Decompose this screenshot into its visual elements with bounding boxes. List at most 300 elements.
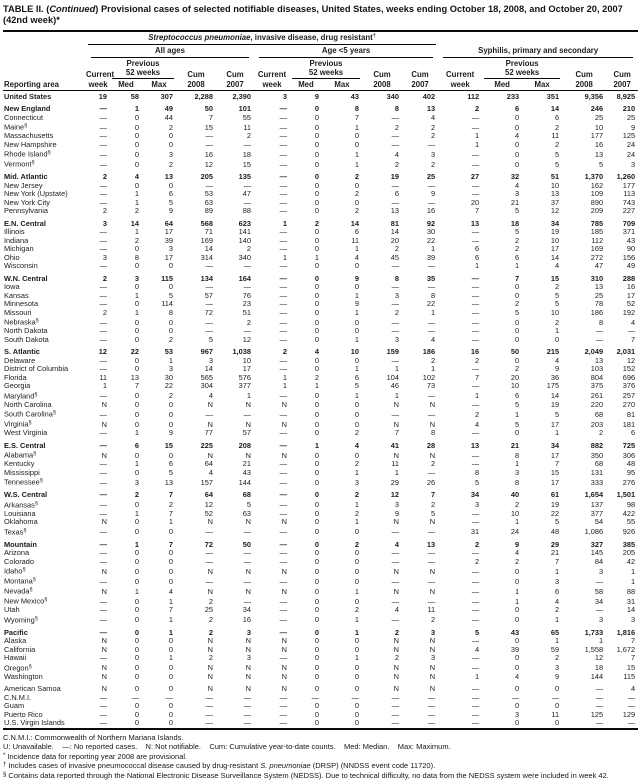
table-row (3, 549, 638, 558)
value-cell: 7 (134, 381, 139, 391)
value-cell: 3 (475, 500, 480, 510)
value-cell: — (279, 197, 287, 207)
previous-52-weeks-header: Previous 52 weeks (482, 58, 562, 79)
value-cell: 42 (626, 556, 636, 566)
value-cell: — (627, 692, 636, 702)
value-cell: 0 (515, 576, 520, 586)
value-cell: 5 (555, 409, 560, 419)
value-cell: 175 (546, 381, 560, 391)
value-cell: — (99, 317, 107, 327)
value-cell: 2,049 (584, 347, 604, 357)
value-cell: 39 (426, 252, 436, 262)
value-cell: 0 (555, 718, 560, 728)
value-cell: 50 (242, 539, 251, 549)
reporting-area-cell: Mississippi (4, 467, 40, 477)
value-cell: 13 (164, 172, 173, 182)
value-cell: 22 (130, 347, 139, 357)
value-cell: 2 (515, 244, 520, 254)
value-cell: — (627, 326, 636, 336)
table-row (3, 300, 638, 309)
value-cell: 2 (354, 539, 359, 549)
value-cell: 0 (354, 197, 359, 207)
value-cell: 1 (394, 364, 399, 374)
week-label: week (438, 79, 482, 90)
value-cell: 3 (208, 355, 213, 365)
value-cell: — (391, 139, 399, 149)
value-cell: 7 (555, 556, 560, 566)
value-cell: — (471, 189, 480, 199)
reporting-area-cell: Georgia (4, 381, 31, 391)
value-cell: 890 (590, 197, 604, 207)
value-cell: 310 (590, 273, 604, 283)
value-cell: 0 (134, 139, 139, 149)
value-cell: 4 (515, 131, 520, 141)
value-cell: N (281, 636, 287, 646)
value-cell: — (243, 197, 251, 207)
max-label: Max (142, 79, 176, 90)
value-cell: 5 (475, 477, 480, 487)
value-cell: 7 (631, 653, 636, 663)
reporting-area-cell: Connecticut (4, 112, 44, 122)
value-cell: — (279, 235, 287, 245)
value-cell: 164 (238, 273, 251, 283)
value-cell: 0 (515, 159, 520, 169)
value-cell: 3 (168, 149, 173, 159)
value-cell: 11 (351, 235, 359, 245)
value-cell: 0 (354, 450, 359, 460)
value-cell: 115 (623, 671, 636, 681)
value-cell: 22 (426, 235, 436, 245)
value-cell: 39 (510, 644, 520, 654)
value-cell: — (99, 334, 107, 344)
value-cell: 24 (626, 139, 636, 149)
value-cell: 7 (631, 334, 636, 344)
value-cell: 6 (168, 189, 173, 199)
value-cell: — (471, 334, 480, 344)
value-cell: 73 (426, 381, 436, 391)
value-cell: 2 (431, 131, 436, 141)
value-cell: 6 (555, 112, 560, 122)
value-cell: 2 (354, 428, 359, 438)
footnotes (3, 733, 638, 781)
value-cell: N (207, 663, 213, 673)
reporting-area-cell: Nebraska§ (4, 317, 39, 327)
table-row (3, 702, 638, 711)
reporting-area-cell: Maryland§ (4, 391, 38, 401)
value-cell: N (281, 671, 287, 681)
value-cell: 3 (168, 364, 173, 374)
value-cell: N (281, 644, 287, 654)
footnote-section: § Contains data reported through the National Electronic Disease Surveillance System (NEDSS). Due to technical difficulty, no data from the NEDSS system were included in week 42. (3, 770, 609, 780)
reporting-area-cell: Pacific (4, 627, 28, 637)
value-cell: 1 (354, 467, 359, 477)
value-cell: — (205, 709, 213, 719)
value-cell: 0 (314, 663, 319, 673)
value-cell: 0 (354, 180, 359, 190)
value-cell: 4 (134, 172, 139, 182)
value-cell: 34 (550, 218, 560, 228)
value-cell: — (427, 261, 436, 271)
value-cell: 314 (200, 252, 213, 262)
value-cell: 30 (164, 372, 173, 382)
value-cell: 0 (134, 282, 139, 292)
value-cell: 2 (102, 273, 107, 283)
value-cell: 19 (98, 91, 107, 101)
value-cell: 0 (354, 419, 359, 429)
value-cell: — (471, 636, 480, 646)
value-cell: 0 (134, 576, 139, 586)
value-cell: 576 (238, 372, 251, 382)
value-cell: 2 (208, 653, 213, 663)
value-cell: — (279, 172, 287, 182)
value-cell: — (99, 299, 107, 309)
value-cell: 0 (314, 596, 319, 606)
value-cell: 804 (590, 372, 604, 382)
value-cell: 2 (354, 490, 359, 500)
value-cell: N (101, 399, 107, 409)
value-cell: 3 (631, 159, 636, 169)
value-cell: 137 (590, 500, 604, 510)
value-cell: 0 (515, 122, 520, 132)
value-cell: 1 (555, 636, 560, 646)
value-cell: 48 (550, 527, 560, 537)
reporting-area-cell: Mid. Atlantic (4, 172, 48, 182)
value-cell: 15 (626, 663, 636, 673)
value-cell: 1,038 (232, 347, 251, 357)
value-cell: 29 (550, 539, 560, 549)
value-cell: 5 (354, 381, 359, 391)
value-cell: — (427, 527, 436, 537)
value-cell: 7 (431, 490, 436, 500)
value-cell: 4 (555, 596, 560, 606)
value-cell: 10 (510, 381, 520, 391)
value-cell: — (351, 692, 359, 702)
value-cell: 0 (134, 517, 139, 527)
value-cell: 1 (394, 467, 399, 477)
value-cell: — (471, 692, 480, 702)
value-cell: 31 (470, 527, 480, 537)
value-cell: — (279, 627, 287, 637)
value-cell: — (99, 508, 107, 518)
value-cell: — (243, 701, 251, 711)
value-cell: 61 (550, 490, 560, 500)
value-cell: 10 (510, 508, 520, 518)
value-cell: 7 (515, 273, 520, 283)
value-cell: — (279, 334, 287, 344)
value-cell: 45 (390, 252, 399, 262)
reporting-area-cell: Maine§ (4, 122, 28, 132)
value-cell: 0 (314, 364, 319, 374)
value-cell: 377 (590, 508, 604, 518)
value-cell: 3 (431, 627, 436, 637)
value-cell: 0 (314, 299, 319, 309)
value-cell: 2 (515, 556, 520, 566)
value-cell: 1 (515, 409, 520, 419)
value-cell: 0 (134, 334, 139, 344)
value-cell: — (595, 692, 604, 702)
value-cell: 0 (168, 450, 173, 460)
value-cell: — (427, 548, 436, 558)
value-cell: N (393, 684, 399, 694)
value-cell: 17 (550, 244, 560, 254)
value-cell: 2 (134, 206, 139, 216)
table-row (3, 271, 638, 284)
value-cell: — (99, 576, 107, 586)
value-cell: 28 (426, 440, 436, 450)
table-row (3, 344, 638, 357)
value-cell: 3 (431, 653, 436, 663)
value-cell: N (207, 450, 213, 460)
week-label: week (86, 79, 110, 90)
value-cell: 1 (134, 508, 139, 518)
value-cell: 19 (550, 500, 560, 510)
strep-group-header: Streptococcus pneumoniae, invasive disease, drug resistant† (86, 31, 438, 45)
reporting-area-cell: Alabama§ (4, 450, 37, 460)
value-cell: — (99, 490, 107, 500)
value-cell: N (207, 586, 213, 596)
value-cell: — (427, 282, 436, 292)
value-cell: 4 (431, 334, 436, 344)
footnote-dagger: † Includes cases of invasive pneumococcal disease caused by drug-resistant S. pneumoniae (DRSP) (NNDSS event code 11720). (3, 761, 436, 771)
value-cell: N (429, 419, 436, 429)
value-cell: 37 (550, 197, 560, 207)
value-cell: N (207, 419, 213, 429)
value-cell: — (279, 122, 287, 132)
value-cell: 5 (475, 627, 480, 637)
value-cell: 3 (102, 252, 107, 262)
value-cell: 209 (590, 206, 604, 216)
value-cell: — (471, 508, 480, 518)
value-cell: 1 (354, 290, 359, 300)
previous-52-weeks-header: Previous 52 weeks (110, 58, 176, 79)
value-cell: 4 (168, 586, 173, 596)
value-cell: 307 (160, 91, 173, 101)
value-cell: 0 (134, 671, 139, 681)
value-cell: 0 (314, 131, 319, 141)
value-cell: 215 (546, 347, 560, 357)
value-cell: 3 (282, 91, 287, 101)
value-cell: — (99, 548, 107, 558)
value-cell: — (205, 692, 213, 702)
value-cell: 1 (168, 627, 173, 637)
value-cell: — (471, 282, 480, 292)
value-cell: 43 (626, 235, 636, 245)
value-cell: 2 (246, 244, 251, 254)
value-cell: 131 (590, 467, 604, 477)
reporting-area-cell: Minnesota (4, 299, 39, 309)
value-cell: 0 (168, 409, 173, 419)
value-cell: 0 (168, 709, 173, 719)
value-cell: — (279, 440, 287, 450)
value-cell: 0 (134, 149, 139, 159)
table-row (3, 101, 638, 114)
value-cell: — (391, 556, 399, 566)
table-row (3, 149, 638, 159)
value-cell: 0 (314, 326, 319, 336)
value-cell: N (393, 517, 399, 527)
value-cell: 2 (599, 428, 604, 438)
value-cell: 2 (246, 317, 251, 327)
value-cell: — (99, 627, 107, 637)
value-cell: 272 (590, 252, 604, 262)
value-cell: N (245, 517, 251, 527)
value-cell: 0 (134, 159, 139, 169)
value-cell: — (279, 548, 287, 558)
value-cell: — (471, 684, 480, 694)
value-cell: 92 (426, 218, 436, 228)
value-cell: 1 (475, 261, 480, 271)
value-cell: 14 (130, 218, 139, 228)
table-row (3, 262, 638, 271)
value-cell: 6 (515, 104, 520, 114)
value-cell: 88 (626, 586, 636, 596)
value-cell: 14 (204, 244, 213, 254)
value-cell: 115 (161, 273, 173, 283)
table-row (3, 477, 638, 487)
value-cell: 0 (168, 326, 173, 336)
table-row (3, 558, 638, 567)
value-cell: 40 (510, 490, 520, 500)
value-cell: 3 (394, 290, 399, 300)
value-cell: 104 (386, 372, 399, 382)
value-cell: 2 (134, 235, 139, 245)
value-cell: 0 (354, 644, 359, 654)
value-cell: — (471, 615, 480, 625)
value-cell: 157 (200, 477, 213, 487)
value-cell: 113 (623, 189, 636, 199)
reporting-area-cell: Illinois (4, 227, 25, 237)
value-cell: 52 (204, 508, 213, 518)
value-cell: 1 (555, 615, 560, 625)
value-cell: 6 (475, 252, 480, 262)
value-cell: 68 (594, 409, 604, 419)
value-cell: 1 (314, 381, 319, 391)
value-cell: 4 (555, 355, 560, 365)
value-cell: 0 (314, 636, 319, 646)
value-cell: 48 (626, 459, 636, 469)
table-row (3, 694, 638, 703)
current-week-header: Current (446, 69, 475, 79)
value-cell: 0 (314, 122, 319, 132)
value-cell: — (279, 653, 287, 663)
value-cell: 385 (622, 539, 636, 549)
value-cell: 88 (242, 206, 251, 216)
reporting-area-cell: Kansas (4, 290, 29, 300)
value-cell: 2 (555, 139, 560, 149)
value-cell: — (427, 391, 436, 401)
value-cell: N (393, 399, 399, 409)
value-cell: 152 (622, 364, 636, 374)
value-cell: 9 (515, 539, 520, 549)
value-cell: 1 (475, 391, 480, 401)
reporting-area-cell: Puerto Rico (4, 709, 43, 719)
value-cell: N (281, 399, 287, 409)
table-row (3, 365, 638, 374)
value-cell: 31 (626, 596, 636, 606)
value-cell: — (99, 605, 107, 615)
value-cell: N (245, 586, 251, 596)
value-cell: 57 (204, 290, 213, 300)
value-cell: 0 (314, 399, 319, 409)
value-cell: — (279, 299, 287, 309)
table-body (3, 90, 638, 729)
value-cell: — (471, 317, 480, 327)
value-cell: 72 (204, 539, 213, 549)
value-cell: 1 (515, 517, 520, 527)
value-cell: 4 (631, 317, 636, 327)
value-cell: 0 (354, 663, 359, 673)
value-cell: — (595, 684, 604, 694)
footnote-cnmi: C.N.M.I.: Commonwealth of Northern Mariana Islands. (3, 732, 184, 742)
value-cell: 12 (550, 206, 560, 216)
value-cell: 0 (354, 701, 359, 711)
value-cell: 3 (134, 477, 139, 487)
value-cell: 34 (242, 605, 251, 615)
value-cell: 0 (134, 112, 139, 122)
value-cell: 71 (204, 227, 213, 237)
value-cell: 20 (390, 235, 399, 245)
value-cell: 5 (168, 197, 173, 207)
table-row (3, 122, 638, 132)
value-cell: 2 (515, 364, 520, 374)
value-cell: 2 (102, 206, 107, 216)
reporting-area-cell: W.N. Central (4, 273, 48, 283)
table-row (3, 429, 638, 438)
value-cell: — (391, 576, 399, 586)
value-cell: 0 (314, 467, 319, 477)
reporting-area-cell: E.S. Central (4, 440, 46, 450)
value-cell: 304 (200, 381, 213, 391)
value-cell: 22 (164, 381, 173, 391)
value-cell: N (245, 636, 251, 646)
value-cell: — (99, 235, 107, 245)
table-row (3, 357, 638, 366)
value-cell: 0 (354, 399, 359, 409)
footnote-legend: U: Unavailable. —: No reported cases. N: Not notifiable. Cum: Cumulative year-to-date counts. Med: Median. Max: Maximum. (3, 742, 451, 752)
cum-header: Cum (575, 69, 593, 79)
value-cell: — (279, 409, 287, 419)
value-cell: 103 (590, 364, 604, 374)
value-cell: 0 (354, 718, 359, 728)
cum-header: Cum (411, 69, 429, 79)
value-cell: 2 (282, 347, 287, 357)
value-cell: 1,558 (584, 644, 604, 654)
value-cell: 20 (510, 372, 520, 382)
value-cell: 8 (515, 477, 520, 487)
value-cell: 1 (354, 586, 359, 596)
value-cell: 6 (354, 372, 359, 382)
value-cell: 0 (314, 244, 319, 254)
value-cell: 0 (314, 112, 319, 122)
week-label: week (254, 79, 290, 90)
value-cell: — (99, 189, 107, 199)
reporting-area-cell: Louisiana (4, 508, 36, 518)
value-cell: 7 (168, 490, 173, 500)
value-cell: 220 (590, 399, 604, 409)
table-row (3, 518, 638, 527)
value-cell: 0 (314, 290, 319, 300)
value-cell: 2 (475, 409, 480, 419)
value-cell: N (207, 399, 213, 409)
value-cell: — (99, 653, 107, 663)
value-cell: 10 (550, 307, 560, 317)
value-cell: 186 (422, 347, 436, 357)
value-cell: 0 (515, 282, 520, 292)
value-cell: 32 (510, 172, 520, 182)
value-cell: 0 (515, 428, 520, 438)
value-cell: 16 (426, 206, 436, 216)
table-row (3, 409, 638, 419)
